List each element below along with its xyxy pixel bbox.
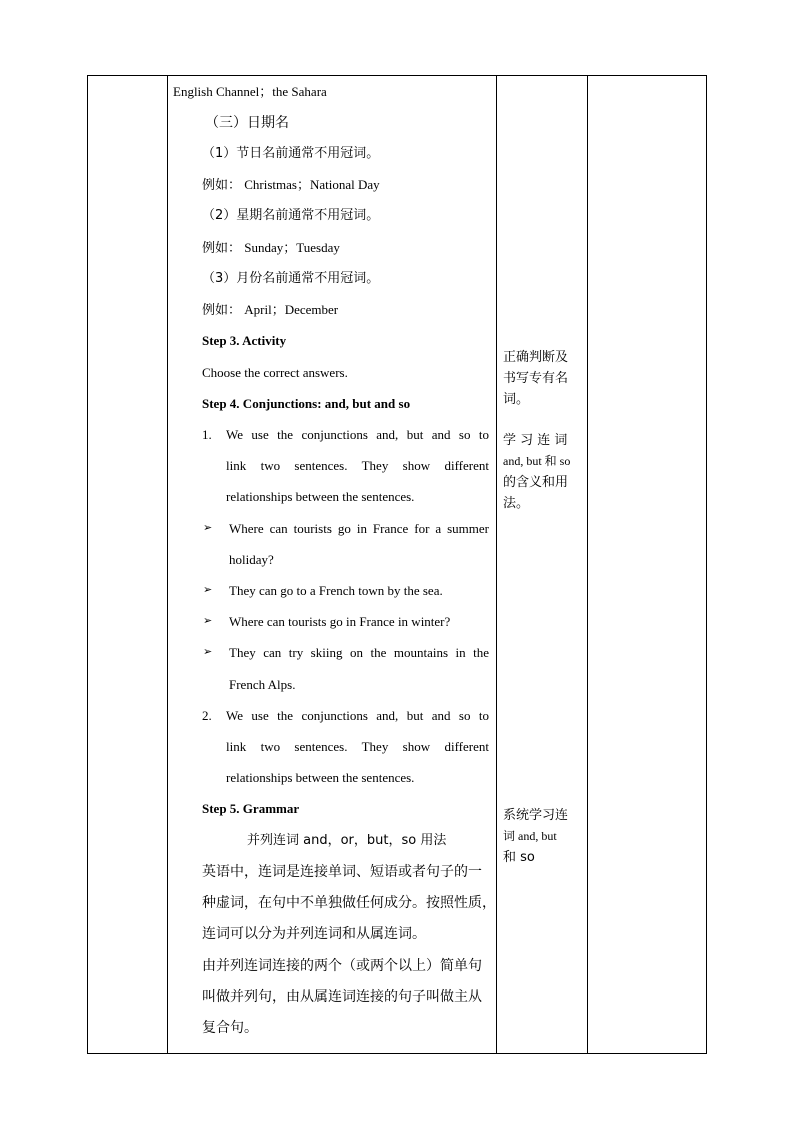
paragraph2-line-a: 由并列连词连接的两个（或两个以上）简单句 (202, 958, 482, 974)
list-number-2: 2. (202, 708, 212, 723)
bullet4-line-b: French Alps. (229, 677, 296, 692)
bullet2-line: They can go to a French town by the sea. (229, 583, 443, 598)
item1-line-c: relationships between the sentences. (226, 489, 415, 504)
bullet1-line-b: holiday? (229, 552, 274, 567)
note3-line-a: 系统学习连 (503, 808, 569, 823)
rule-months: （3）月份名前通常不用冠词。 (202, 271, 380, 286)
step4-title: Step 4. Conjunctions: and, but and so (202, 396, 411, 411)
table-border-top (87, 75, 707, 76)
item2-line-b: link two sentences. They show different (226, 739, 489, 754)
step3-instruction: Choose the correct answers. (202, 365, 348, 380)
table-border-col4 (587, 75, 588, 1054)
note1-line-b: 书写专有名 (503, 371, 569, 386)
bullet4-line-a: They can try skiing on the mountains in the (229, 645, 489, 660)
bullet-arrow-icon: ➢ (203, 583, 213, 596)
example-weekdays: 例如： Sunday；Tuesday (202, 240, 340, 255)
example-months: 例如： April；December (202, 302, 339, 317)
table-border-left (87, 75, 88, 1054)
text-line-places: English Channel；the Sahara (173, 84, 327, 99)
item2-line-c: relationships between the sentences. (226, 770, 415, 785)
step3-title: Step 3. Activity (202, 333, 287, 348)
note3-line-b: 词 and, but (503, 829, 557, 843)
bullet-arrow-icon: ➢ (203, 614, 213, 627)
note2-line-c: 的含义和用 (503, 475, 569, 490)
note2-line-b: and, but 和 so (503, 454, 571, 468)
table-border-right (706, 75, 707, 1054)
list-number-1: 1. (202, 427, 212, 442)
heading-dates: （三）日期名 (205, 115, 289, 131)
bullet-arrow-icon: ➢ (203, 521, 213, 534)
grammar-heading: 并列连词 and，or，but，so 用法 (247, 833, 447, 848)
item1-line-a: We use the conjunctions and, but and so to (226, 427, 489, 442)
example-holidays: 例如： Christmas；National Day (202, 177, 380, 192)
paragraph1-line-a: 英语中，连词是连接单词、短语或者句子的一 (202, 864, 482, 880)
rule-weekdays: （2）星期名前通常不用冠词。 (202, 208, 380, 223)
paragraph2-line-c: 复合句。 (202, 1020, 258, 1036)
note2-line-a: 学 习 连 词 (503, 433, 568, 448)
bullet1-line-a: Where can tourists go in France for a summer (229, 521, 489, 536)
step5-title: Step 5. Grammar (202, 801, 300, 816)
paragraph2-line-b: 叫做并列句，由从属连词连接的句子叫做主从 (202, 989, 482, 1005)
note1-line-c: 词。 (503, 392, 530, 407)
item1-line-b: link two sentences. They show different (226, 458, 489, 473)
paragraph1-line-b: 种虚词，在句中不单独做任何成分。按照性质， (202, 895, 496, 911)
note2-line-d: 法。 (503, 496, 530, 511)
note1-line-a: 正确判断及 (503, 350, 569, 365)
bullet3-line: Where can tourists go in France in winter? (229, 614, 451, 629)
table-border-bottom (87, 1053, 707, 1054)
rule-holidays: （1）节日名前通常不用冠词。 (202, 146, 380, 161)
item2-line-a: We use the conjunctions and, but and so to (226, 708, 489, 723)
bullet-arrow-icon: ➢ (203, 645, 213, 658)
note3-line-c: 和 so (503, 850, 535, 865)
table-border-col2 (167, 75, 168, 1054)
paragraph1-line-c: 连词可以分为并列连词和从属连词。 (202, 926, 426, 942)
table-border-col3 (496, 75, 497, 1054)
